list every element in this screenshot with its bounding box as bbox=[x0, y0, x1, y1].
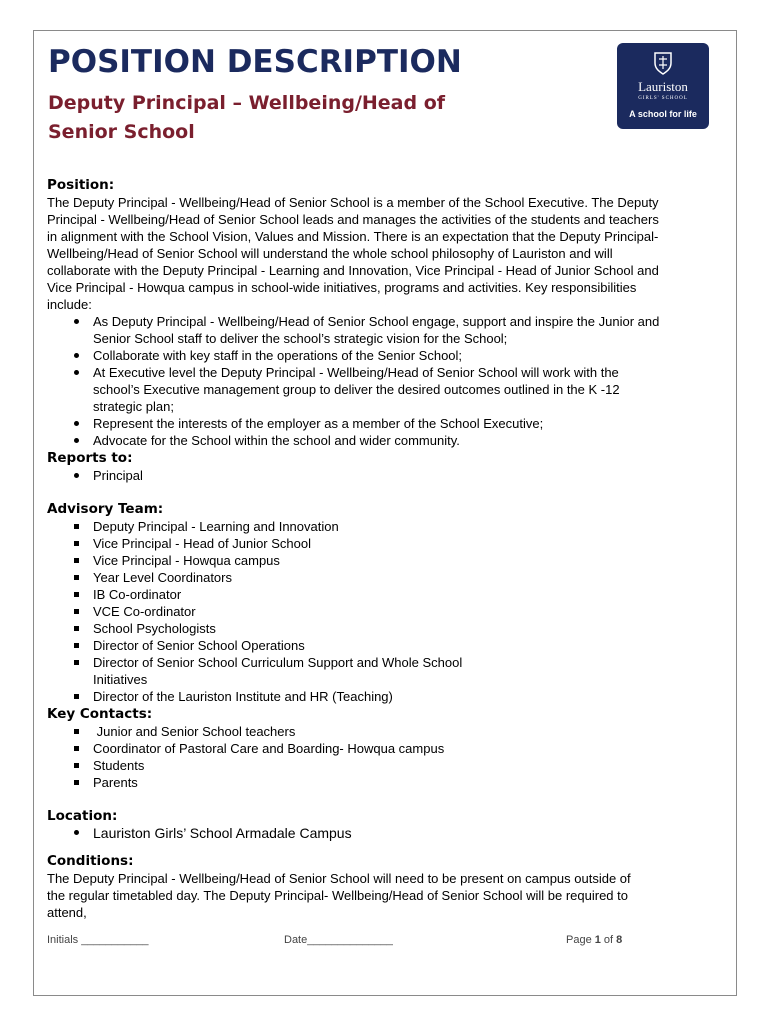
bullet-icon bbox=[69, 432, 83, 449]
list-item-line: As Deputy Principal - Wellbeing/Head of Senior School engage, support and inspire the Junior and bbox=[93, 314, 660, 329]
square-bullet-icon bbox=[69, 723, 83, 740]
list-item-line: Parents bbox=[93, 775, 138, 790]
list-item-line: Senior School staff to deliver the school’s strategic vision for the School; bbox=[93, 331, 508, 346]
list-item bbox=[47, 518, 727, 535]
conditions-line: attend, bbox=[47, 905, 87, 920]
list-item-line: Represent the interests of the employer as a member of the School Executive; bbox=[93, 416, 544, 431]
list-item bbox=[47, 723, 727, 740]
list-item-line: Vice Principal - Howqua campus bbox=[93, 553, 280, 568]
logo-subname: GIRLS' SCHOOL bbox=[638, 96, 688, 101]
list-item-line: Director of Senior School Curriculum Support and Whole School bbox=[93, 655, 463, 670]
conditions-line: The Deputy Principal - Wellbeing/Head of Senior School will need to be present on campus outside of bbox=[47, 871, 631, 886]
position-line: in alignment with the School Vision, Values and Mission. There is an expectation that the Deputy Principal- bbox=[47, 229, 659, 244]
page-of: of bbox=[600, 934, 617, 946]
list-item-line: Collaborate with key staff in the operations of the Senior School; bbox=[93, 348, 463, 363]
list-item-line: school’s Executive management group to deliver the desired outcomes outlined in the K -12 bbox=[93, 382, 620, 397]
location-heading: Location: bbox=[47, 808, 118, 824]
square-bullet-icon bbox=[69, 586, 83, 603]
list-item bbox=[47, 415, 727, 432]
list-item bbox=[47, 347, 727, 364]
bullet-icon bbox=[69, 415, 83, 432]
square-bullet-icon bbox=[69, 535, 83, 552]
bullet-icon bbox=[69, 347, 83, 364]
position-line: collaborate with the Deputy Principal - Learning and Innovation, Vice Principal - Head of Junior School and bbox=[47, 263, 659, 278]
list-item-line: Deputy Principal - Learning and Innovation bbox=[93, 519, 339, 534]
advisory-team-heading: Advisory Team: bbox=[47, 501, 164, 517]
list-item-line: Initiatives bbox=[93, 672, 148, 687]
date-field: Date______________ bbox=[284, 934, 393, 946]
list-item bbox=[47, 825, 727, 842]
list-item bbox=[47, 586, 727, 603]
logo-tagline: A school for life bbox=[629, 109, 697, 119]
location-list bbox=[47, 825, 727, 842]
page-prefix: Page bbox=[566, 934, 595, 946]
school-logo bbox=[617, 43, 709, 129]
list-item-line: Junior and Senior School teachers bbox=[93, 724, 296, 739]
page-title: POSITION DESCRIPTION bbox=[48, 44, 462, 80]
list-item bbox=[47, 774, 727, 791]
reports-to-list bbox=[47, 467, 727, 484]
list-item-line: Year Level Coordinators bbox=[93, 570, 232, 585]
list-item-line: At Executive level the Deputy Principal - Wellbeing/Head of Senior School will work with the bbox=[93, 365, 619, 380]
list-item-line: Principal bbox=[93, 468, 143, 483]
crest-icon bbox=[653, 51, 673, 75]
list-item-line: School Psychologists bbox=[93, 621, 216, 636]
list-item-line: Coordinator of Pastoral Care and Boarding- Howqua campus bbox=[93, 741, 445, 756]
logo-name: Lauriston bbox=[638, 79, 688, 94]
subtitle-line-1: Deputy Principal – Wellbeing/Head of bbox=[48, 92, 446, 114]
subtitle-line-2: Senior School bbox=[48, 121, 195, 143]
position-line: Principal - Wellbeing/Head of Senior School leads and manages the activities of the students and teachers bbox=[47, 212, 659, 227]
square-bullet-icon bbox=[69, 757, 83, 774]
list-item-line: Director of the Lauriston Institute and HR (Teaching) bbox=[93, 689, 393, 704]
conditions-heading: Conditions: bbox=[47, 853, 134, 869]
position-heading: Position: bbox=[47, 177, 115, 193]
list-item-line: Advocate for the School within the school and wider community. bbox=[93, 433, 460, 448]
conditions-line: the regular timetabled day. The Deputy Principal- Wellbeing/Head of Senior School will be required to bbox=[47, 888, 628, 903]
page-total: 8 bbox=[616, 934, 623, 946]
list-item bbox=[47, 364, 727, 415]
list-item bbox=[47, 569, 727, 586]
position-line: Wellbeing/Head of Senior School will understand the whole school philosophy of Lauriston and will bbox=[47, 246, 613, 261]
list-item-line: VCE Co-ordinator bbox=[93, 604, 196, 619]
list-item bbox=[47, 654, 727, 688]
bullet-icon bbox=[69, 364, 83, 381]
list-item bbox=[47, 467, 727, 484]
square-bullet-icon bbox=[69, 569, 83, 586]
bullet-icon bbox=[69, 313, 83, 330]
list-item-line: Director of Senior School Operations bbox=[93, 638, 305, 653]
list-item-line: Lauriston Girls’ School Armadale Campus bbox=[93, 825, 352, 841]
list-item bbox=[47, 535, 727, 552]
page-subtitle bbox=[48, 89, 568, 147]
square-bullet-icon bbox=[69, 740, 83, 757]
advisory-team-list bbox=[47, 518, 727, 705]
list-item-line: Vice Principal - Head of Junior School bbox=[93, 536, 311, 551]
conditions-paragraph bbox=[47, 870, 727, 921]
list-item bbox=[47, 313, 727, 347]
page-number bbox=[566, 934, 622, 946]
list-item bbox=[47, 740, 727, 757]
key-contacts-list bbox=[47, 723, 727, 791]
square-bullet-icon bbox=[69, 603, 83, 620]
bullet-icon bbox=[69, 467, 83, 484]
square-bullet-icon bbox=[69, 774, 83, 791]
position-line: include: bbox=[47, 297, 92, 312]
square-bullet-icon bbox=[69, 552, 83, 569]
position-paragraph bbox=[47, 194, 727, 313]
list-item-line: strategic plan; bbox=[93, 399, 174, 414]
square-bullet-icon bbox=[69, 518, 83, 535]
square-bullet-icon bbox=[69, 637, 83, 654]
document-body bbox=[47, 176, 727, 921]
position-line: The Deputy Principal - Wellbeing/Head of Senior School is a member of the School Executive. The Deputy bbox=[47, 195, 659, 210]
page-current: 1 bbox=[594, 934, 601, 946]
square-bullet-icon bbox=[69, 620, 83, 637]
list-item bbox=[47, 688, 727, 705]
bullet-icon bbox=[69, 825, 83, 842]
square-bullet-icon bbox=[69, 654, 83, 671]
initials-field: Initials ___________ bbox=[47, 934, 149, 946]
list-item bbox=[47, 637, 727, 654]
list-item bbox=[47, 757, 727, 774]
responsibilities-list bbox=[47, 313, 727, 449]
reports-to-heading: Reports to: bbox=[47, 450, 133, 466]
list-item bbox=[47, 603, 727, 620]
list-item-line: Students bbox=[93, 758, 145, 773]
key-contacts-heading: Key Contacts: bbox=[47, 706, 153, 722]
list-item bbox=[47, 620, 727, 637]
list-item bbox=[47, 432, 727, 449]
list-item-line: IB Co-ordinator bbox=[93, 587, 182, 602]
square-bullet-icon bbox=[69, 688, 83, 705]
list-item bbox=[47, 552, 727, 569]
position-line: Vice Principal - Howqua campus in school-wide initiatives, programs and activities. Key responsibilities bbox=[47, 280, 637, 295]
